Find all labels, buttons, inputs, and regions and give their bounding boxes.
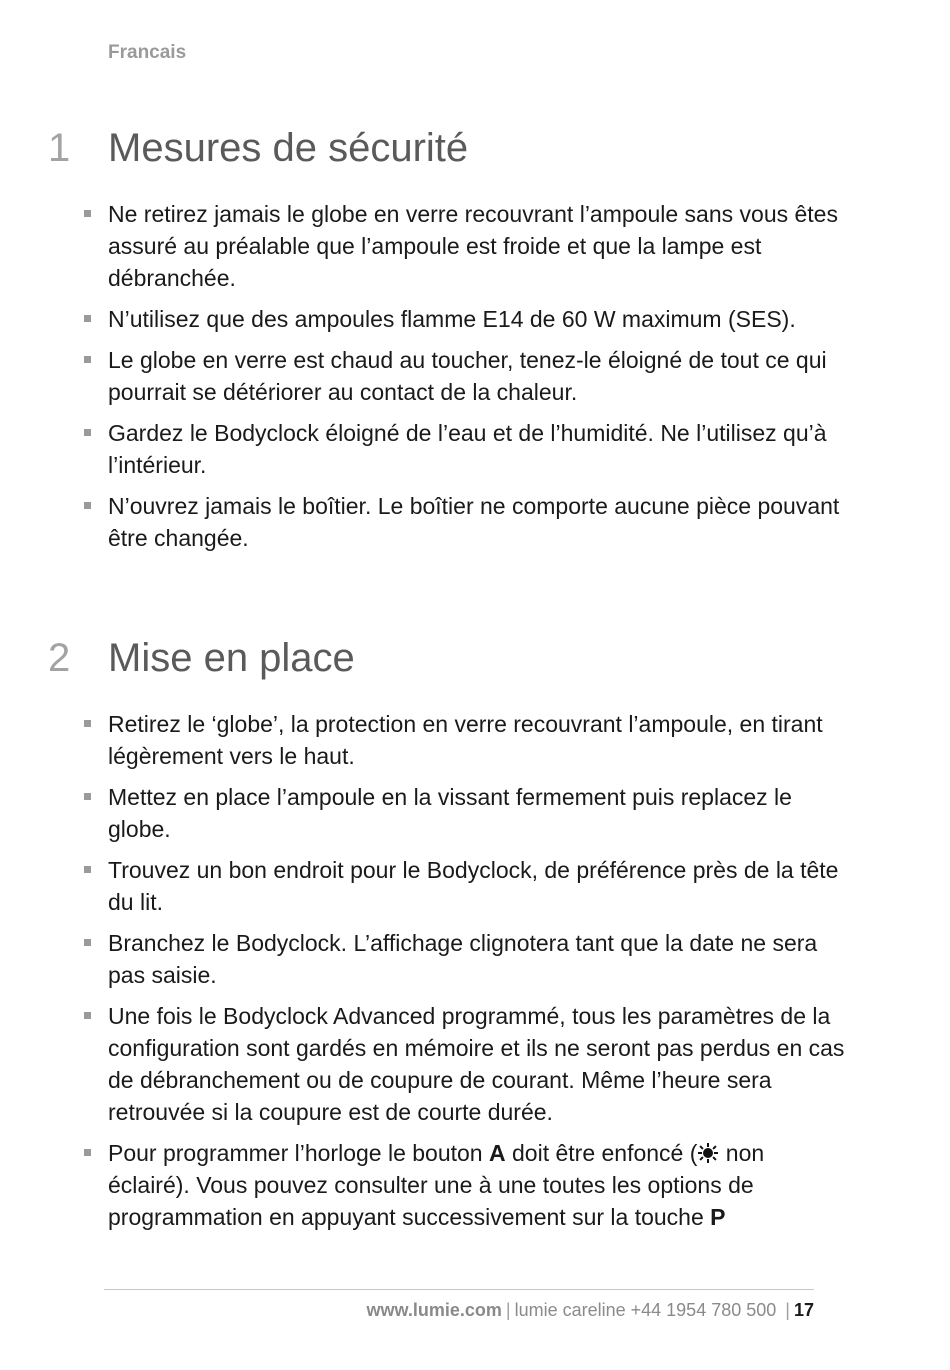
list-item: Mettez en place l’ampoule en la vissant fermement puis replacez le globe. [108,781,848,845]
list-item: Pour programmer l’horloge le bouton A doit être enfoncé ( non éclairé). Vous pouvez consulter une à une toutes les options de programmation en appuyant successivement sur la touche P [108,1137,848,1233]
bullet-marker [84,866,91,873]
footer-separator: | [780,1300,790,1320]
list-item: Retirez le ‘globe’, la protection en verre recouvrant l’ampoule, en tirant légèrement vers le haut. [108,708,848,772]
list-item: Gardez le Bodyclock éloigné de l’eau et de l’humidité. Ne l’utilisez qu’à l’intérieur. [108,417,848,481]
page-footer [367,1300,814,1321]
section-heading [0,632,950,692]
bullet-marker [84,315,91,322]
careline-text: lumie careline +44 1954 780 500 [514,1300,777,1320]
section-heading [0,122,950,182]
bullet-marker [84,210,91,217]
list-item: Le globe en verre est chaud au toucher, tenez-le éloigné de tout ce qui pourrait se détériorer au contact de la chaleur. [108,344,848,408]
bullet-marker [84,1149,91,1156]
footer-divider [104,1289,814,1290]
sun-icon [698,1139,718,1159]
button-p-label: P [710,1204,726,1230]
safety-list [0,198,950,554]
bullet-marker [84,502,91,509]
page-number: 17 [793,1300,814,1320]
section-number: 2 [48,636,71,680]
bullet-marker [84,793,91,800]
footer-separator: | [505,1300,511,1320]
bullet-marker [84,939,91,946]
button-a-label: A [488,1140,506,1166]
list-item: Trouvez un bon endroit pour le Bodyclock, de préférence près de la tête du lit. [108,854,848,918]
list-item: Ne retirez jamais le globe en verre recouvrant l’ampoule sans vous êtes assuré au préalable que l’ampoule est froide et que la lampe est débranchée. [108,198,848,294]
section-number: 1 [48,126,71,170]
bullet-marker [84,720,91,727]
list-item: N’ouvrez jamais le boîtier. Le boîtier ne comporte aucune pièce pouvant être changée. [108,490,848,554]
list-item: N’utilisez que des ampoules flamme E14 de 60 W maximum (SES). [108,303,848,335]
language-label: Francais [108,42,187,63]
list-item: Une fois le Bodyclock Advanced programmé, tous les paramètres de la configuration sont gardés en mémoire et ils ne seront pas perdus en cas de débranchement ou de coupure de courant. Même l’heure sera retrouvée si la coupure est de courte durée. [108,1000,848,1128]
section-title: Mesures de sécurité [108,126,469,170]
website-link[interactable]: www.lumie.com [366,1300,502,1320]
bullet-marker [84,1012,91,1019]
section-safety [0,122,950,563]
setup-list [0,708,950,1233]
bullet-marker [84,429,91,436]
section-title: Mise en place [108,636,355,680]
bullet-marker [84,356,91,363]
list-item: Branchez le Bodyclock. L’affichage clignotera tant que la date ne sera pas saisie. [108,927,848,991]
section-setup [0,632,950,1242]
